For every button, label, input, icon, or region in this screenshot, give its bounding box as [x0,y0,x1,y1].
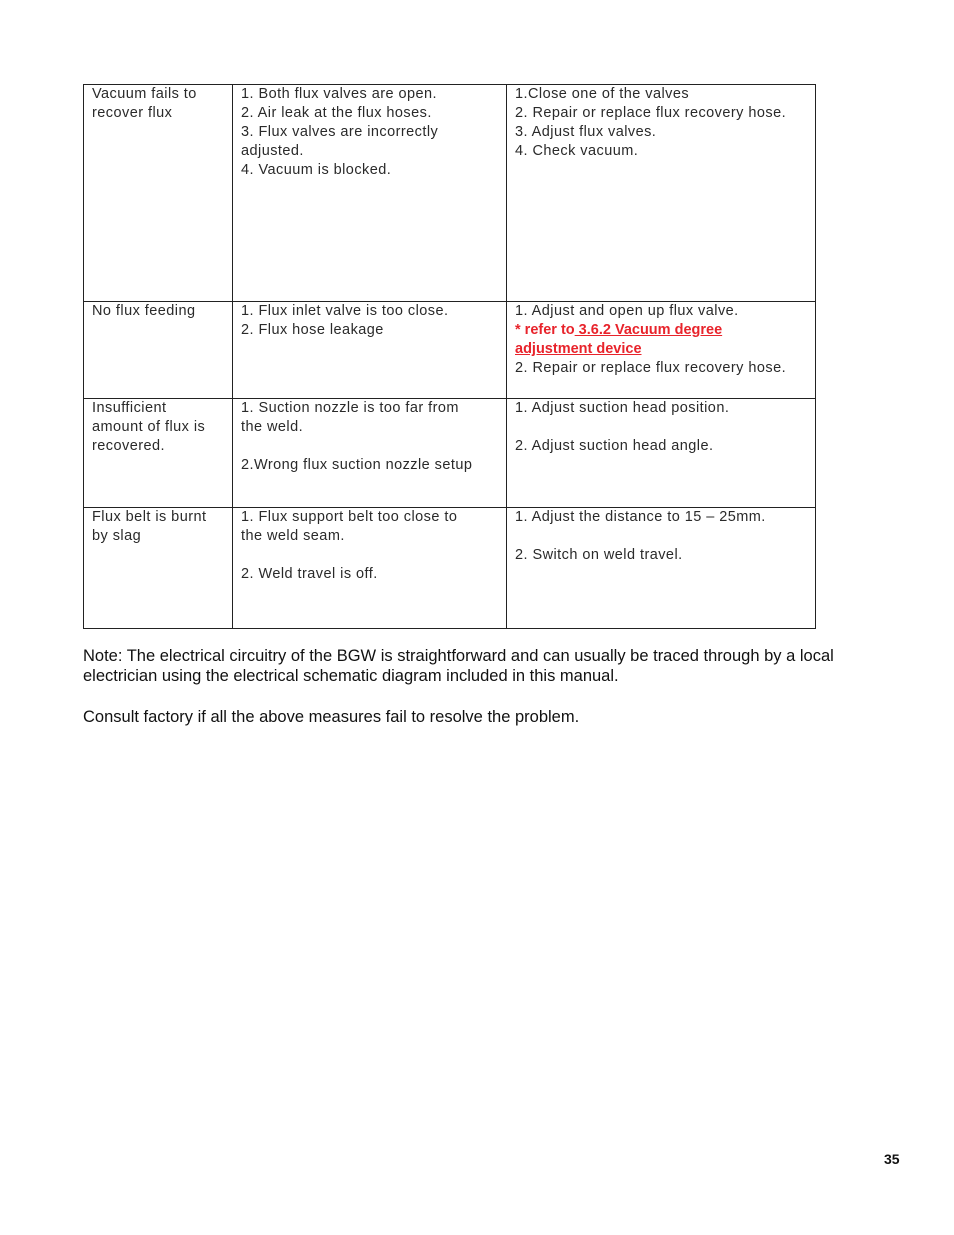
solution-text: 2. Adjust suction head angle. [515,438,714,454]
problem-cell [84,85,233,302]
table-row [84,302,816,399]
solution-text: 3. Adjust flux valves. [515,124,657,140]
section-link[interactable]: 3.6.2 Vacuum degree [574,322,723,338]
solution-cell [507,399,816,508]
solution-cell [507,85,816,302]
cause-text: adjusted. [241,143,304,159]
refer-note-cont [515,340,807,359]
spacer [241,437,498,456]
problem-text: Flux belt is burnt [92,509,207,525]
cause-text: 1. Flux inlet valve is too close. [241,303,449,319]
table-row [84,399,816,508]
cause-text: 2.Wrong flux suction nozzle setup [241,457,473,473]
refer-note [515,321,807,340]
solution-cell [507,508,816,629]
spacer [515,527,807,546]
problem-cell [84,508,233,629]
cause-text: 2. Air leak at the flux hoses. [241,105,432,121]
cause-text: 2. Weld travel is off. [241,566,378,582]
problem-text: by slag [92,528,142,544]
cause-text: the weld seam. [241,528,345,544]
cause-cell [233,302,507,399]
cause-text: 2. Flux hose leakage [241,322,384,338]
problem-text: No flux feeding [92,303,196,319]
table-row [84,508,816,629]
problem-cell [84,399,233,508]
problem-cell [84,302,233,399]
cause-text: 1. Both flux valves are open. [241,86,438,102]
problem-text: Vacuum fails to [92,86,197,102]
table-row [84,85,816,302]
solution-text: 1. Adjust and open up flux valve. [515,303,739,319]
consult-factory-note: Consult factory if all the above measures fail to resolve the problem. [83,708,580,726]
solution-text: 2. Repair or replace flux recovery hose. [515,105,787,121]
cause-text: 4. Vacuum is blocked. [241,162,392,178]
solution-text: 2. Repair or replace flux recovery hose. [515,360,787,376]
problem-text: amount of flux is [92,419,206,435]
solution-text: 1. Adjust the distance to 15 – 25mm. [515,509,766,525]
solution-text: 4. Check vacuum. [515,143,639,159]
cause-text: 1. Suction nozzle is too far from [241,400,459,416]
problem-text: Insufficient [92,400,167,416]
spacer [241,546,498,565]
cause-cell [233,508,507,629]
problem-text: recovered. [92,438,166,454]
page-number: 35 [884,1151,900,1167]
solution-cell [507,302,816,399]
troubleshooting-table [83,84,816,629]
cause-cell [233,399,507,508]
cause-cell [233,85,507,302]
cause-text: the weld. [241,419,304,435]
solution-text: 1.Close one of the valves [515,86,690,102]
electrical-note: Note: The electrical circuitry of the BGW is straightforward and can usually be traced through by a local electrician using the electrical schematic diagram included in this manual. [83,647,834,685]
cause-text: 3. Flux valves are incorrectly [241,124,439,140]
solution-text: 1. Adjust suction head position. [515,400,730,416]
spacer [515,418,807,437]
refer-prefix: * refer to [515,322,575,338]
problem-text: recover flux [92,105,173,121]
section-link-cont[interactable]: adjustment device [515,341,642,357]
cause-text: 1. Flux support belt too close to [241,509,458,525]
solution-text: 2. Switch on weld travel. [515,547,683,563]
